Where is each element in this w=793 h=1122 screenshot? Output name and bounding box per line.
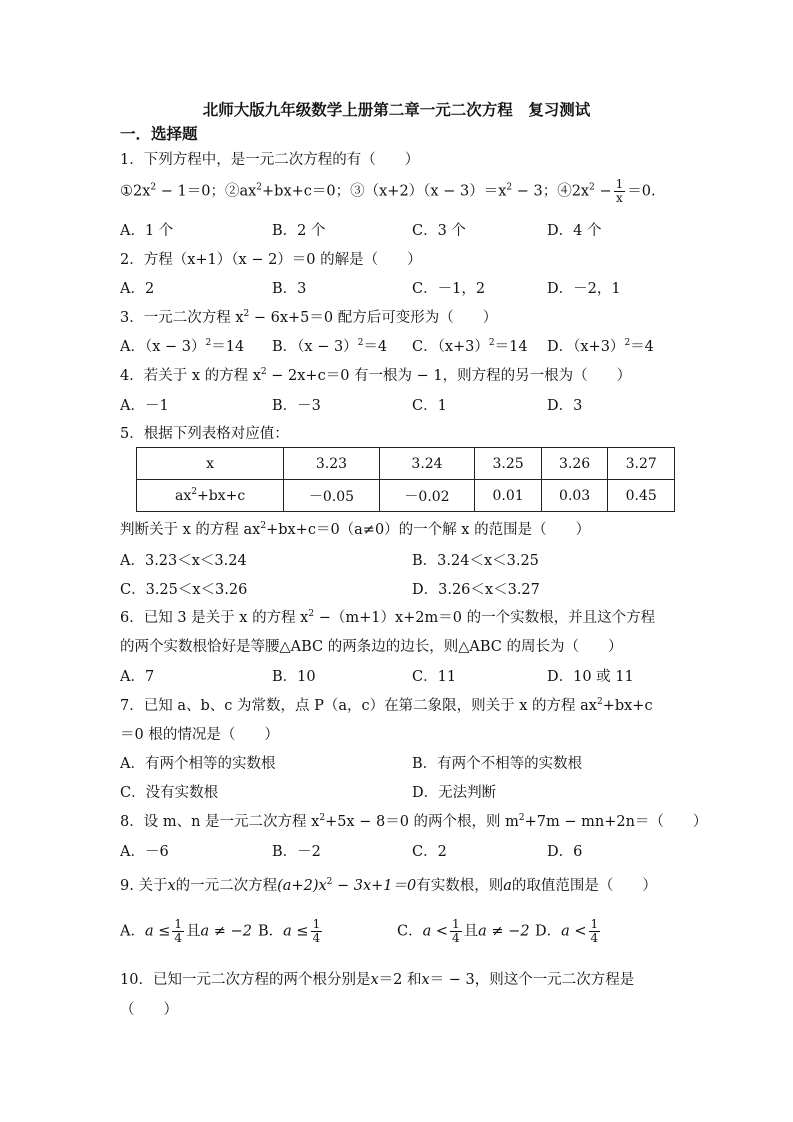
q2-option-d: D．－2，1 (547, 281, 621, 297)
q10-line-2: （ ） (120, 1002, 178, 1018)
q1-equations: $①2x^2 - 1=0$；$②ax^2+bx+c=0$；③（x+2）（x − $3)=x^2 - 3$；$④2x^2$ − $\frac{1}{x}$ ＝0. (120, 177, 656, 205)
q6-line-2: 的两个实数根恰好是等腰△ABC 的两条边的边长，则△ABC 的周长为（ ） (120, 639, 623, 655)
table-cell: 3.25 (475, 448, 542, 480)
q4-option-a: A．－1 (120, 398, 169, 414)
q6-option-d: D．10 或 11 (547, 669, 634, 685)
q6-option-a: A．7 (120, 669, 155, 685)
q7-line-2: ＝0 根的情况是（ ） (120, 727, 279, 743)
q8-option-c: C．2 (412, 844, 447, 860)
q9-option-d: D．a < $\frac{1}{4}$ (535, 917, 599, 945)
table-cell: 0.01 (475, 480, 542, 512)
table-cell: 3.23 (284, 448, 380, 480)
q5-option-d: D．3.26＜x＜3.27 (412, 582, 540, 598)
q3-stem: 3．一元二次方程 $x^2 - 6x+5=0$ 配方后可变形为（ ） (120, 309, 498, 326)
q2-stem: 2．方程（x+1）（x − 2）＝0 的解是（ ） (120, 252, 422, 268)
table-cell: 3.27 (608, 448, 675, 480)
table-cell: 0.03 (541, 480, 608, 512)
q5-option-b: B．3.24＜x＜3.25 (412, 553, 539, 569)
q4-option-b: B．－3 (272, 398, 321, 414)
fraction: $\frac{1}{4}$ (452, 917, 460, 945)
table-cell: －0.02 (379, 480, 475, 512)
q2-option-c: C．－1，2 (412, 281, 486, 297)
q5-option-a: A．3.23＜x＜3.24 (120, 553, 247, 569)
table-cell: $ax^2+bx+c$ (137, 480, 284, 512)
table-cell: 0.45 (608, 480, 675, 512)
q10-line-1: 10．已知一元二次方程的两个根分别是x＝2 和x＝ − 3，则这个一元二次方程是 (120, 972, 635, 988)
q9-stem: 9. 关于x的一元二次方程$(a+2)x^2 - 3x+1=0$有实数根，则a的取值范围是（ ） (120, 877, 657, 894)
fraction: $\frac{1}{4}$ (174, 917, 183, 945)
q1-option-b: B．2 个 (272, 223, 326, 239)
q1-stem: 1．下列方程中，是一元二次方程的有（ ） (120, 152, 420, 168)
q6-line-1: 6．已知 3 是关于 x 的方程 $x^2 -(m+1)x+2m=0$ 的一个实数根，并且这个方程 (120, 609, 656, 626)
q3-option-b: B．$(x - 3)^2=4$ (272, 338, 388, 355)
q4-option-c: C．1 (412, 398, 447, 414)
q5-option-c: C．3.25＜x＜3.26 (120, 582, 248, 598)
q7-line-1: 7．已知 a、b、c 为常数，点 P（a，c）在第二象限，则关于 x 的方程 $ax^2+bx+c$ (120, 697, 653, 714)
table-row (137, 448, 675, 480)
q9-option-c: C．a < $\frac{1}{4}$ 且a ≠ −2 (397, 917, 530, 945)
q9-option-b: B．a ≤ $\frac{1}{4}$ (258, 917, 321, 945)
q9-option-a: A．a ≤ $\frac{1}{4}$ 且a ≠ −2 (120, 917, 252, 945)
q2-option-a: A．2 (120, 281, 155, 297)
q7-option-d: D．无法判断 (412, 785, 497, 801)
q8-option-b: B．－2 (272, 844, 321, 860)
q2-option-b: B．3 (272, 281, 307, 297)
q1-option-a: A．1 个 (120, 223, 174, 239)
q4-option-d: D．3 (547, 398, 583, 414)
q8-stem: 8．设 m、n 是一元二次方程 $x^2+5x - 8=0$ 的两个根，则 $m^2+7m - mn+2n=$（ ） (120, 813, 708, 830)
q1-option-c: C．3 个 (412, 223, 466, 239)
q5-stem: 5．根据下列表格对应值： (120, 426, 289, 442)
q8-option-a: A．－6 (120, 844, 169, 860)
fraction: $\frac{1}{x}$ (615, 177, 624, 205)
value-table (136, 447, 675, 512)
q7-option-b: B．有两个不相等的实数根 (412, 756, 583, 772)
q8-option-d: D．6 (547, 844, 583, 860)
section-heading: 一．选择题 (120, 124, 198, 143)
fraction: $\frac{1}{4}$ (312, 917, 321, 945)
q3-option-d: D．$(x+3)^2=4$ (547, 338, 654, 355)
page-title: 北师大版九年级数学上册第二章一元二次方程 复习测试 (202, 100, 591, 119)
q6-option-c: C．11 (412, 669, 457, 685)
q7-option-a: A．有两个相等的实数根 (120, 756, 276, 772)
q1-option-d: D．4 个 (547, 223, 602, 239)
fraction: $\frac{1}{4}$ (590, 917, 599, 945)
table-cell: x (137, 448, 284, 480)
q4-stem: 4．若关于 x 的方程 $x^2 - 2x+c=0$ 有一根为 − 1，则方程的另一根为（ ） (120, 367, 632, 384)
q5-judge: 判断关于 x 的方程 $ax^2+bx+c=0(a\ne 0)$的一个解 x 的范围是（ ） (120, 521, 591, 538)
table-cell: 3.26 (541, 448, 608, 480)
table-cell: 3.24 (379, 448, 475, 480)
table-cell: －0.05 (284, 480, 380, 512)
q6-option-b: B．10 (272, 669, 316, 685)
q7-option-c: C．没有实数根 (120, 785, 219, 801)
q3-option-a: A．$(x - 3)^2=14$ (120, 338, 245, 355)
table-row (137, 480, 675, 512)
q3-option-c: C．$(x+3)^2=14$ (412, 338, 528, 355)
